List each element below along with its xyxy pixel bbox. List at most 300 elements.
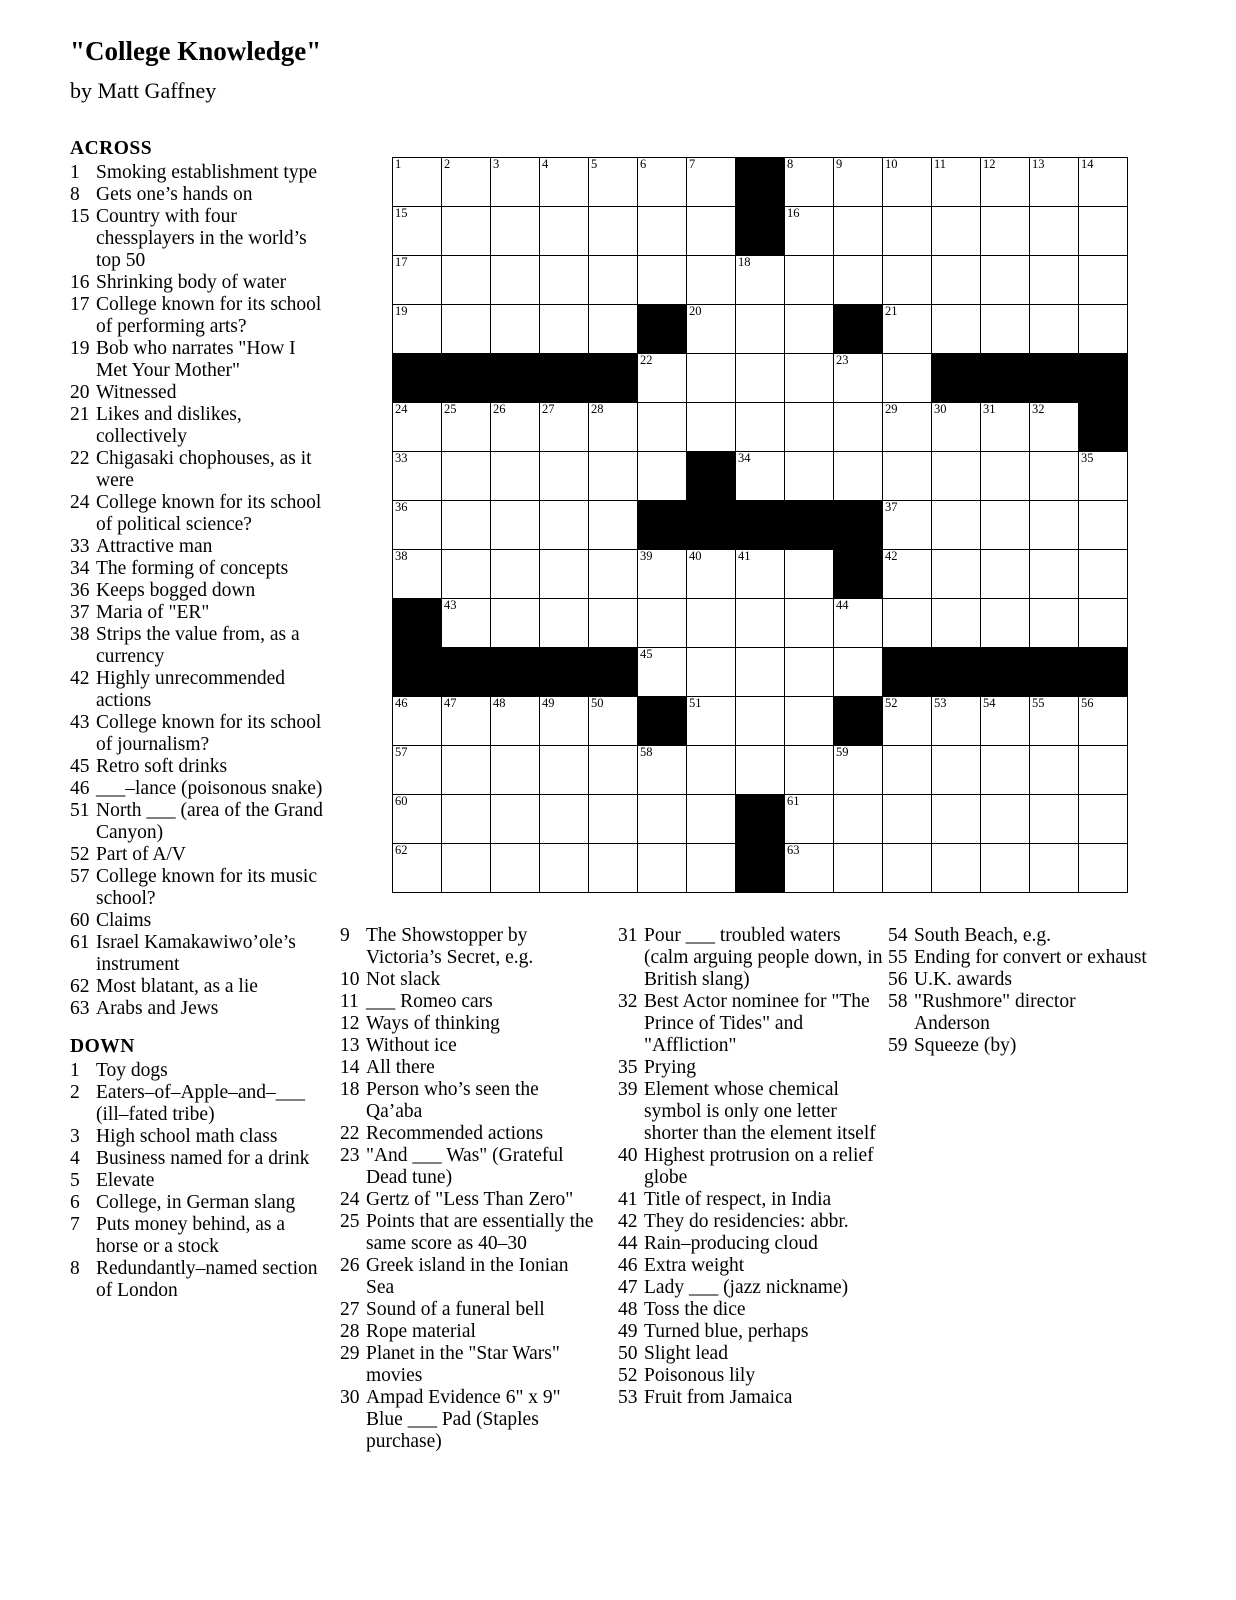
grid-cell-number: 49 (542, 696, 555, 710)
clue-text: Ampad Evidence 6" x 9" Blue ___ Pad (Staples purchase) (366, 1387, 561, 1452)
grid-cell[interactable] (834, 648, 883, 697)
grid-cell[interactable] (540, 697, 589, 746)
grid-cell[interactable] (1030, 403, 1079, 452)
grid-cell[interactable] (442, 305, 491, 354)
grid-cell-number: 5 (591, 157, 598, 171)
clue-text: All there (366, 1057, 435, 1078)
clue-item (618, 1057, 883, 1079)
clue-number: 52 (70, 844, 90, 865)
down-clue-list-1 (70, 1060, 325, 1302)
grid-cell[interactable] (393, 844, 442, 893)
grid-cell[interactable] (834, 158, 883, 207)
grid-cell[interactable] (589, 158, 638, 207)
grid-cell[interactable] (442, 501, 491, 550)
grid-cell[interactable] (1030, 207, 1079, 256)
grid-cell-number: 9 (836, 157, 843, 171)
grid-cell[interactable] (736, 354, 785, 403)
clue-text: Attractive man (96, 536, 213, 557)
grid-cell[interactable] (932, 158, 981, 207)
grid-cell[interactable] (589, 501, 638, 550)
grid-cell[interactable] (932, 697, 981, 746)
grid-cell[interactable] (1030, 501, 1079, 550)
clue-number: 42 (618, 1211, 638, 1232)
grid-cell[interactable] (834, 256, 883, 305)
grid-row (393, 795, 1128, 844)
grid-cell[interactable] (981, 501, 1030, 550)
grid-cell[interactable] (981, 305, 1030, 354)
grid-cell[interactable] (540, 305, 589, 354)
grid-cell-block (687, 501, 736, 550)
grid-cell[interactable] (393, 256, 442, 305)
grid-cell[interactable] (883, 305, 932, 354)
grid-cell[interactable] (687, 550, 736, 599)
grid-cell[interactable] (442, 256, 491, 305)
grid-cell[interactable] (638, 550, 687, 599)
grid-cell[interactable] (589, 599, 638, 648)
grid-cell-block (589, 354, 638, 403)
clue-item (340, 1387, 595, 1453)
grid-cell[interactable] (393, 403, 442, 452)
clue-text: Likes and dislikes, collectively (96, 404, 242, 447)
grid-cell[interactable] (589, 452, 638, 501)
grid-cell-number: 37 (885, 500, 898, 514)
grid-cell[interactable] (1030, 550, 1079, 599)
clue-number: 25 (340, 1211, 360, 1232)
grid-cell[interactable] (687, 697, 736, 746)
grid-cell[interactable] (442, 795, 491, 844)
grid-cell[interactable] (1079, 158, 1128, 207)
grid-cell[interactable] (442, 599, 491, 648)
grid-cell-number: 22 (640, 353, 653, 367)
grid-cell[interactable] (785, 158, 834, 207)
grid-cell[interactable] (442, 158, 491, 207)
clue-item (618, 1233, 883, 1255)
grid-cell-number: 29 (885, 402, 898, 416)
grid-cell[interactable] (932, 452, 981, 501)
clue-text: Greek island in the Ionian Sea (366, 1255, 569, 1298)
grid-cell[interactable] (785, 452, 834, 501)
grid-cell[interactable] (540, 844, 589, 893)
grid-cell[interactable] (1079, 550, 1128, 599)
grid-cell[interactable] (393, 697, 442, 746)
clue-item (70, 536, 325, 558)
grid-cell[interactable] (785, 305, 834, 354)
clue-number: 61 (70, 932, 90, 953)
grid-cell[interactable] (1079, 697, 1128, 746)
grid-cell[interactable] (883, 452, 932, 501)
grid-cell[interactable] (1079, 305, 1128, 354)
clue-text: Pour ___ troubled waters (calm arguing people down, in British slang) (644, 925, 883, 990)
grid-cell[interactable] (540, 452, 589, 501)
grid-cell[interactable] (981, 795, 1030, 844)
grid-cell[interactable] (1030, 746, 1079, 795)
clue-number: 8 (70, 1258, 80, 1279)
grid-cell[interactable] (883, 501, 932, 550)
clue-item (618, 1145, 883, 1189)
grid-cell[interactable] (834, 795, 883, 844)
grid-cell[interactable] (1030, 844, 1079, 893)
grid-cell[interactable] (1030, 697, 1079, 746)
clue-number: 27 (340, 1299, 360, 1320)
grid-cell[interactable] (491, 158, 540, 207)
grid-cell[interactable] (540, 550, 589, 599)
grid-cell[interactable] (785, 550, 834, 599)
clue-item (70, 162, 325, 184)
grid-cell[interactable] (981, 207, 1030, 256)
grid-row (393, 844, 1128, 893)
grid-cell[interactable] (1079, 501, 1128, 550)
grid-cell[interactable] (442, 844, 491, 893)
clue-item (340, 1057, 595, 1079)
grid-cell[interactable] (687, 648, 736, 697)
clue-item (70, 998, 325, 1020)
grid-cell[interactable] (981, 256, 1030, 305)
grid-cell[interactable] (883, 599, 932, 648)
grid-cell-number: 32 (1032, 402, 1045, 416)
grid-cell[interactable] (540, 599, 589, 648)
grid-cell[interactable] (1079, 256, 1128, 305)
grid-cell[interactable] (834, 354, 883, 403)
grid-cell[interactable] (736, 599, 785, 648)
grid-cell[interactable] (687, 207, 736, 256)
grid-cell-number: 61 (787, 794, 800, 808)
grid-cell[interactable] (393, 452, 442, 501)
grid-cell[interactable] (736, 256, 785, 305)
clue-number: 48 (618, 1299, 638, 1320)
grid-cell[interactable] (981, 452, 1030, 501)
grid-cell[interactable] (540, 256, 589, 305)
grid-cell[interactable] (442, 207, 491, 256)
grid-cell[interactable] (638, 795, 687, 844)
grid-cell[interactable] (393, 207, 442, 256)
grid-cell[interactable] (834, 599, 883, 648)
clue-item (888, 969, 1148, 991)
grid-cell[interactable] (687, 403, 736, 452)
clue-item (70, 778, 325, 800)
grid-cell[interactable] (491, 501, 540, 550)
grid-cell[interactable] (589, 305, 638, 354)
column-spacer (70, 1020, 325, 1036)
grid-cell[interactable] (687, 158, 736, 207)
clue-number: 16 (70, 272, 90, 293)
grid-cell-number: 16 (787, 206, 800, 220)
clue-item (888, 947, 1148, 969)
grid-cell[interactable] (932, 599, 981, 648)
grid-cell[interactable] (540, 207, 589, 256)
grid-cell-block (981, 648, 1030, 697)
clue-number: 22 (340, 1123, 360, 1144)
clue-number: 22 (70, 448, 90, 469)
grid-cell[interactable] (834, 403, 883, 452)
grid-cell[interactable] (1030, 795, 1079, 844)
grid-cell-block (736, 501, 785, 550)
grid-cell[interactable] (736, 452, 785, 501)
grid-cell[interactable] (589, 746, 638, 795)
clue-item (70, 206, 325, 272)
grid-cell[interactable] (736, 697, 785, 746)
grid-cell[interactable] (393, 501, 442, 550)
clue-column-mid-2 (618, 925, 883, 1409)
grid-cell[interactable] (883, 697, 932, 746)
grid-cell[interactable] (442, 452, 491, 501)
grid-cell[interactable] (687, 599, 736, 648)
grid-cell[interactable] (1030, 599, 1079, 648)
clue-number: 28 (340, 1321, 360, 1342)
grid-cell[interactable] (883, 795, 932, 844)
clue-text: Arabs and Jews (96, 998, 219, 1019)
across-heading: ACROSS (70, 138, 153, 159)
grid-cell-block (442, 354, 491, 403)
clue-item (618, 1343, 883, 1365)
grid-cell-block (1030, 648, 1079, 697)
clue-number: 34 (70, 558, 90, 579)
clue-item (70, 1148, 325, 1170)
grid-cell[interactable] (981, 550, 1030, 599)
grid-cell[interactable] (540, 501, 589, 550)
grid-cell-number: 42 (885, 549, 898, 563)
clue-number: 39 (618, 1079, 638, 1100)
grid-cell[interactable] (981, 746, 1030, 795)
grid-cell[interactable] (736, 746, 785, 795)
grid-cell[interactable] (932, 746, 981, 795)
grid-cell[interactable] (785, 795, 834, 844)
clue-number: 24 (70, 492, 90, 513)
grid-cell[interactable] (687, 354, 736, 403)
grid-cell[interactable] (1079, 844, 1128, 893)
grid-cell[interactable] (883, 207, 932, 256)
grid-cell[interactable] (981, 697, 1030, 746)
clue-item (888, 1035, 1148, 1057)
grid-cell[interactable] (638, 746, 687, 795)
grid-cell[interactable] (785, 599, 834, 648)
grid-cell[interactable] (932, 403, 981, 452)
clue-item (70, 1192, 325, 1214)
grid-cell[interactable] (442, 746, 491, 795)
grid-cell[interactable] (932, 207, 981, 256)
grid-cell[interactable] (638, 158, 687, 207)
grid-cell[interactable] (491, 550, 540, 599)
grid-cell[interactable] (638, 256, 687, 305)
clue-number: 30 (340, 1387, 360, 1408)
clue-item (618, 1387, 883, 1409)
grid-cell[interactable] (589, 795, 638, 844)
clue-text: College, in German slang (96, 1192, 296, 1213)
grid-cell[interactable] (491, 697, 540, 746)
grid-cell[interactable] (883, 158, 932, 207)
clue-item (70, 448, 325, 492)
grid-cell[interactable] (736, 305, 785, 354)
grid-cell[interactable] (736, 403, 785, 452)
clue-text: Prying (644, 1057, 697, 1078)
grid-cell[interactable] (638, 403, 687, 452)
crossword-grid[interactable] (392, 157, 1128, 893)
clue-number: 4 (70, 1148, 80, 1169)
grid-cell[interactable] (834, 207, 883, 256)
grid-cell[interactable] (834, 452, 883, 501)
grid-cell[interactable] (638, 452, 687, 501)
clue-text: College known for its music school? (96, 866, 317, 909)
grid-row (393, 256, 1128, 305)
clue-item (340, 1343, 595, 1387)
grid-cell[interactable] (442, 403, 491, 452)
grid-cell[interactable] (932, 795, 981, 844)
grid-cell[interactable] (687, 844, 736, 893)
clue-number: 31 (618, 925, 638, 946)
grid-cell[interactable] (491, 746, 540, 795)
grid-cell[interactable] (540, 795, 589, 844)
grid-row (393, 452, 1128, 501)
grid-cell[interactable] (883, 844, 932, 893)
grid-cell[interactable] (1079, 207, 1128, 256)
clue-text: Turned blue, perhaps (644, 1321, 809, 1342)
grid-cell[interactable] (589, 697, 638, 746)
grid-cell[interactable] (981, 599, 1030, 648)
clue-text: Toy dogs (96, 1060, 168, 1081)
grid-cell[interactable] (589, 844, 638, 893)
clue-number: 49 (618, 1321, 638, 1342)
grid-cell[interactable] (491, 207, 540, 256)
grid-cell[interactable] (883, 403, 932, 452)
grid-cell[interactable] (393, 158, 442, 207)
grid-cell[interactable] (687, 795, 736, 844)
clue-text: Shrinking body of water (96, 272, 287, 293)
grid-table[interactable] (392, 157, 1128, 893)
grid-cell[interactable] (834, 844, 883, 893)
grid-cell[interactable] (981, 158, 1030, 207)
grid-cell[interactable] (687, 305, 736, 354)
grid-cell[interactable] (393, 795, 442, 844)
grid-cell[interactable] (491, 256, 540, 305)
grid-cell[interactable] (1079, 599, 1128, 648)
grid-cell[interactable] (932, 550, 981, 599)
grid-cell[interactable] (491, 403, 540, 452)
grid-cell[interactable] (491, 599, 540, 648)
grid-cell[interactable] (638, 648, 687, 697)
grid-cell[interactable] (1030, 158, 1079, 207)
grid-cell[interactable] (1079, 746, 1128, 795)
grid-cell[interactable] (687, 746, 736, 795)
clue-item (70, 602, 325, 624)
grid-cell[interactable] (393, 746, 442, 795)
grid-cell[interactable] (932, 501, 981, 550)
clue-item (888, 925, 1148, 947)
grid-cell[interactable] (1030, 256, 1079, 305)
grid-cell[interactable] (785, 648, 834, 697)
grid-cell[interactable] (932, 844, 981, 893)
grid-cell[interactable] (932, 256, 981, 305)
clue-text: Gertz of "Less Than Zero" (366, 1189, 574, 1210)
grid-cell[interactable] (589, 207, 638, 256)
grid-cell[interactable] (785, 697, 834, 746)
clue-item (340, 1145, 595, 1189)
grid-cell-number: 57 (395, 745, 408, 759)
grid-cell[interactable] (883, 746, 932, 795)
grid-cell[interactable] (491, 452, 540, 501)
grid-cell[interactable] (589, 550, 638, 599)
clue-number: 32 (618, 991, 638, 1012)
clue-number: 40 (618, 1145, 638, 1166)
grid-cell-number: 30 (934, 402, 947, 416)
clue-number: 45 (70, 756, 90, 777)
down-clue-list-2 (340, 925, 595, 1453)
grid-cell-block (981, 354, 1030, 403)
grid-cell-block (1030, 354, 1079, 403)
clue-number: 8 (70, 184, 80, 205)
grid-cell[interactable] (442, 697, 491, 746)
grid-cell[interactable] (589, 256, 638, 305)
grid-cell-number: 25 (444, 402, 457, 416)
clue-text: Rain–producing cloud (644, 1233, 818, 1254)
grid-cell[interactable] (491, 305, 540, 354)
grid-cell[interactable] (491, 844, 540, 893)
grid-cell[interactable] (834, 746, 883, 795)
grid-cell[interactable] (932, 305, 981, 354)
grid-cell[interactable] (785, 256, 834, 305)
clue-item (70, 976, 325, 998)
clue-number: 3 (70, 1126, 80, 1147)
grid-cell[interactable] (883, 256, 932, 305)
grid-cell[interactable] (442, 550, 491, 599)
grid-cell[interactable] (638, 207, 687, 256)
grid-cell[interactable] (785, 844, 834, 893)
grid-cell[interactable] (981, 844, 1030, 893)
clue-number: 1 (70, 162, 80, 183)
grid-cell-block (442, 648, 491, 697)
grid-cell-number: 36 (395, 500, 408, 514)
grid-cell[interactable] (1030, 452, 1079, 501)
clue-text: Redundantly–named section of London (96, 1258, 318, 1301)
grid-cell[interactable] (785, 403, 834, 452)
down-heading: DOWN (70, 1036, 135, 1057)
grid-cell[interactable] (883, 354, 932, 403)
grid-cell-number: 60 (395, 794, 408, 808)
grid-cell[interactable] (1030, 305, 1079, 354)
grid-cell[interactable] (540, 746, 589, 795)
clue-text: "And ___ Was" (Grateful Dead tune) (366, 1145, 564, 1188)
grid-cell[interactable] (785, 746, 834, 795)
clue-item (618, 1299, 883, 1321)
grid-cell-block (687, 452, 736, 501)
clue-number: 10 (340, 969, 360, 990)
grid-cell[interactable] (393, 550, 442, 599)
grid-cell[interactable] (638, 844, 687, 893)
grid-row (393, 746, 1128, 795)
grid-cell[interactable] (785, 354, 834, 403)
grid-cell[interactable] (540, 158, 589, 207)
grid-cell-number: 27 (542, 402, 555, 416)
grid-cell[interactable] (1079, 795, 1128, 844)
grid-cell-number: 34 (738, 451, 751, 465)
grid-cell[interactable] (785, 207, 834, 256)
grid-cell[interactable] (540, 403, 589, 452)
grid-cell[interactable] (491, 795, 540, 844)
grid-cell[interactable] (736, 648, 785, 697)
grid-cell[interactable] (883, 550, 932, 599)
grid-cell[interactable] (589, 403, 638, 452)
grid-cell[interactable] (736, 550, 785, 599)
grid-cell[interactable] (638, 354, 687, 403)
grid-cell-number: 26 (493, 402, 506, 416)
grid-cell[interactable] (393, 305, 442, 354)
grid-cell[interactable] (638, 599, 687, 648)
grid-cell[interactable] (1079, 452, 1128, 501)
grid-cell-number: 21 (885, 304, 898, 318)
clue-text: Squeeze (by) (914, 1035, 1017, 1056)
grid-cell-number: 33 (395, 451, 408, 465)
clue-number: 55 (888, 947, 908, 968)
grid-cell[interactable] (687, 256, 736, 305)
grid-cell[interactable] (981, 403, 1030, 452)
